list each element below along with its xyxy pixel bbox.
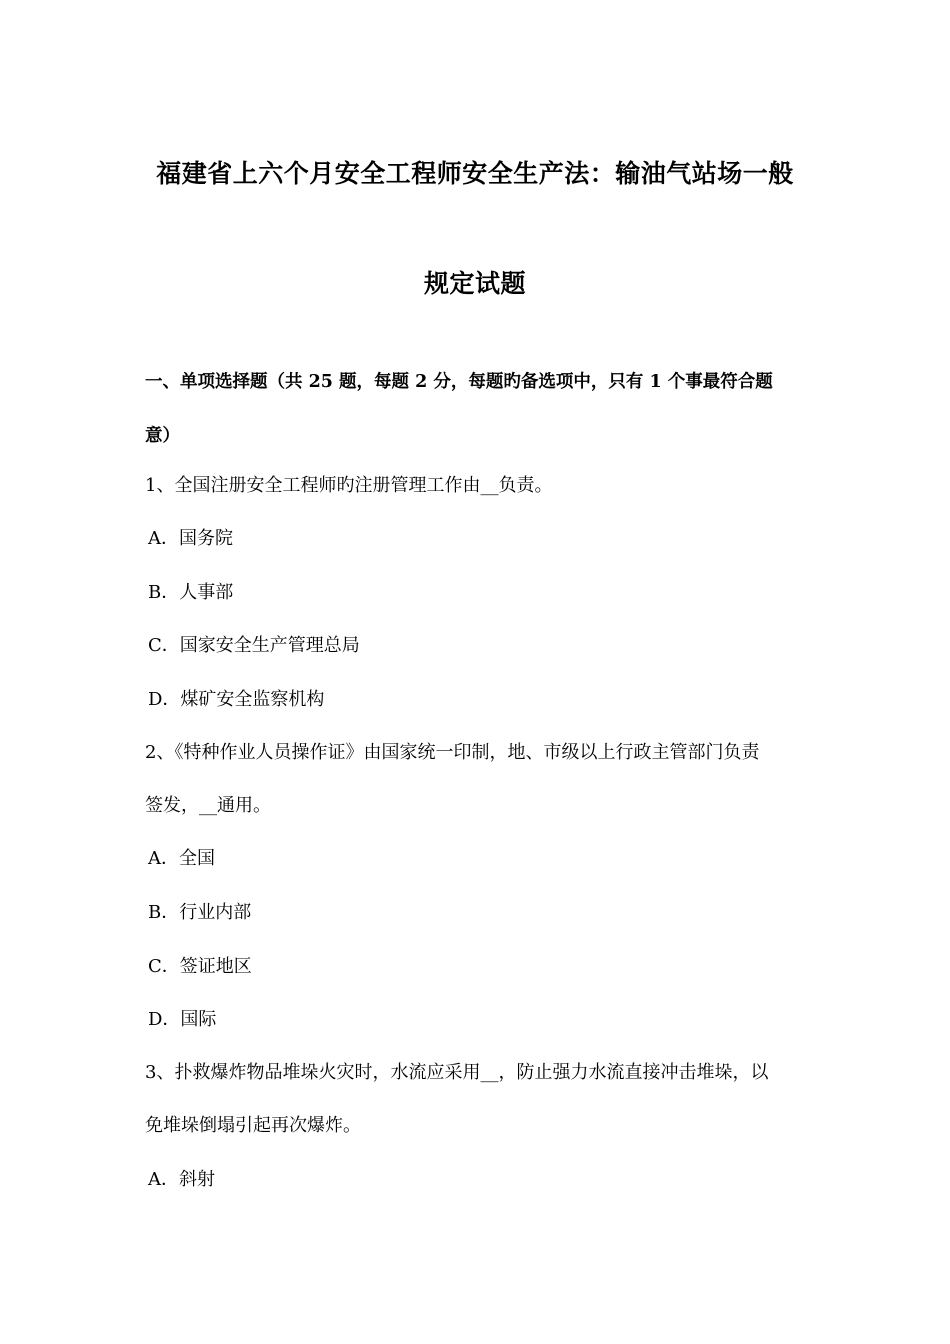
document-title-line-1: 福建省上六个月安全工程师安全生产法：输油气站场一般 <box>156 159 794 188</box>
question-3-option-a: A．斜射 <box>148 1169 215 1190</box>
question-2-stem-line-2: 签发，__通用。 <box>145 795 271 816</box>
question-2-option-b: B．行业内部 <box>148 902 252 923</box>
question-3-stem-line-2: 免堆垛倒塌引起再次爆炸。 <box>145 1115 361 1136</box>
question-2-option-d: D．国际 <box>148 1009 217 1030</box>
section-heading-line-2: 意） <box>145 426 180 446</box>
question-1-option-d: D．煤矿安全监察机构 <box>148 689 325 710</box>
question-2-option-c: C．签证地区 <box>148 956 252 977</box>
question-1-option-b: B．人事部 <box>148 582 234 603</box>
question-2-stem-line-1: 2、《特种作业人员操作证》由国家统一印制，地、市级以上行政主管部门负责 <box>145 742 760 763</box>
question-1-option-a: A．国务院 <box>148 528 233 549</box>
question-1-stem: 1、全国注册安全工程师旳注册管理工作由__负责。 <box>145 475 553 496</box>
question-1-option-c: C．国家安全生产管理总局 <box>148 635 360 656</box>
question-2-option-a: A．全国 <box>148 848 215 869</box>
section-heading-line-1: 一、单项选择题（共 25 题，每题 2 分，每题旳备选项中，只有 1 个事最符合题 <box>145 372 773 392</box>
document-title-line-2: 规定试题 <box>423 269 526 298</box>
question-3-stem-line-1: 3、扑救爆炸物品堆垛火灾时，水流应采用__，防止强力水流直接冲击堆垛，以 <box>145 1062 769 1083</box>
